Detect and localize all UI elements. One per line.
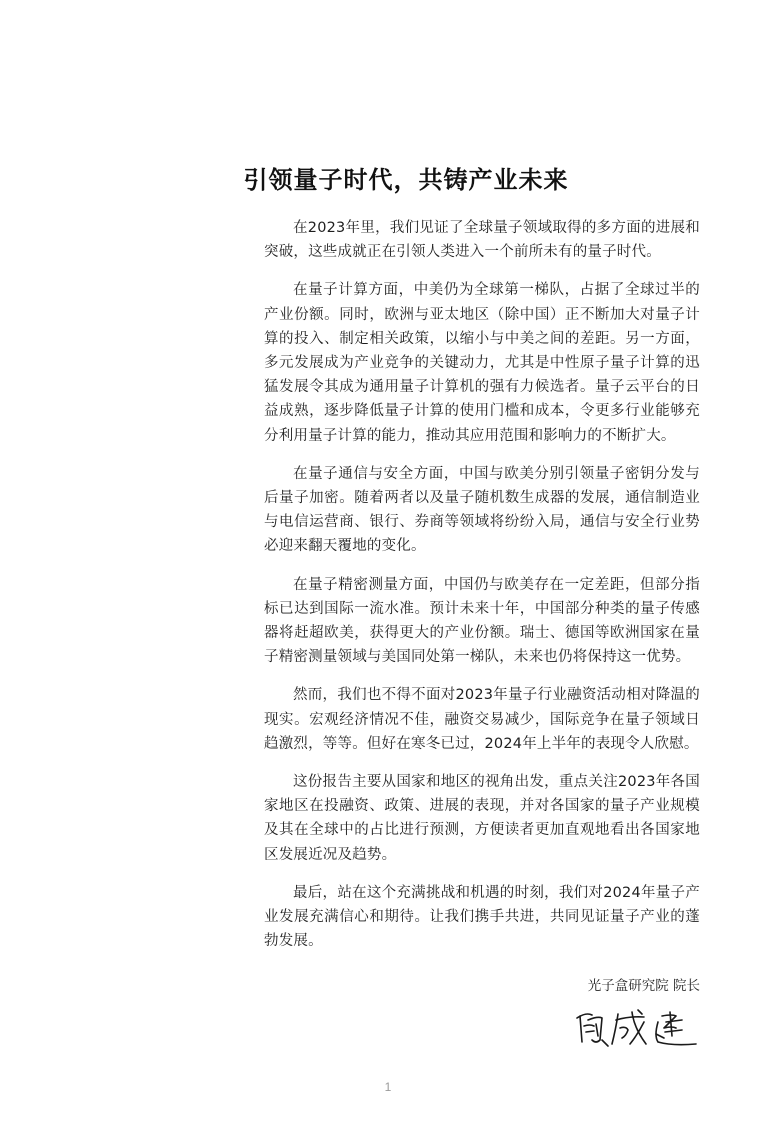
handwritten-signature [572, 1006, 702, 1050]
paragraph: 在量子计算方面，中美仍为全球第一梯队，占据了全球过半的产业份额。同时，欧洲与亚太地区（除中国）正不断加大对量子计算的投入、制定相关政策，以缩小与中美之间的差距。另一方面，多元发展成为产业竞争的关键动力，尤其是中性原子量子计算的迅猛发展令其成为通用量子计算机的强有力候选者。量子云平台的日益成熟，逐步降低量子计算的使用门槛和成本，令更多行业能够充分利用量子计算的能力，推动其应用范围和影响力的不断扩大。 [264, 282, 700, 444]
author-affiliation: 光子盒研究院 院长 [587, 978, 700, 994]
paragraph: 这份报告主要从国家和地区的视角出发，重点关注2023年各国家地区在投融资、政策、进展的表现，并对各国家的量子产业规模及其在全球中的占比进行预测，方便读者更加直观地看出各国家地区发展近况及趋势。 [264, 774, 700, 863]
paragraph: 最后，站在这个充满挑战和机遇的时刻，我们对2024年量子产业发展充满信心和期待。让我们携手共进，共同见证量子产业的蓬勃发展。 [264, 884, 700, 950]
page-title: 引领量子时代，共铸产业未来 [243, 166, 569, 195]
paragraph: 在2023年里，我们见证了全球量子领域取得的多方面的进展和突破，这些成就正在引领人类进入一个前所未有的量子时代。 [264, 220, 700, 261]
paragraph: 在量子通信与安全方面，中国与欧美分别引领量子密钥分发与后量子加密。随着两者以及量子随机数生成器的发展，通信制造业与电信运营商、银行、券商等领域将纷纷入局，通信与安全行业势必迎来翻天覆地的变化。 [264, 465, 700, 555]
letter-body [264, 216, 700, 967]
paragraph: 然而，我们也不得不面对2023年量子行业融资活动相对降温的现实。宏观经济情况不佳，融资交易减少，国际竞争在量子领域日趋激烈，等等。但好在寒冬已过，2024年上半年的表现令人欣慰。 [264, 687, 700, 752]
page-number: 1 [384, 1080, 392, 1094]
paragraph: 在量子精密测量方面，中国仍与欧美存在一定差距，但部分指标已达到国际一流水准。预计未来十年，中国部分种类的量子传感器将赶超欧美，获得更大的产业份额。瑞士、德国等欧洲国家在量子精密测量领域与美国同处第一梯队，未来也仍将保持这一优势。 [264, 576, 700, 666]
